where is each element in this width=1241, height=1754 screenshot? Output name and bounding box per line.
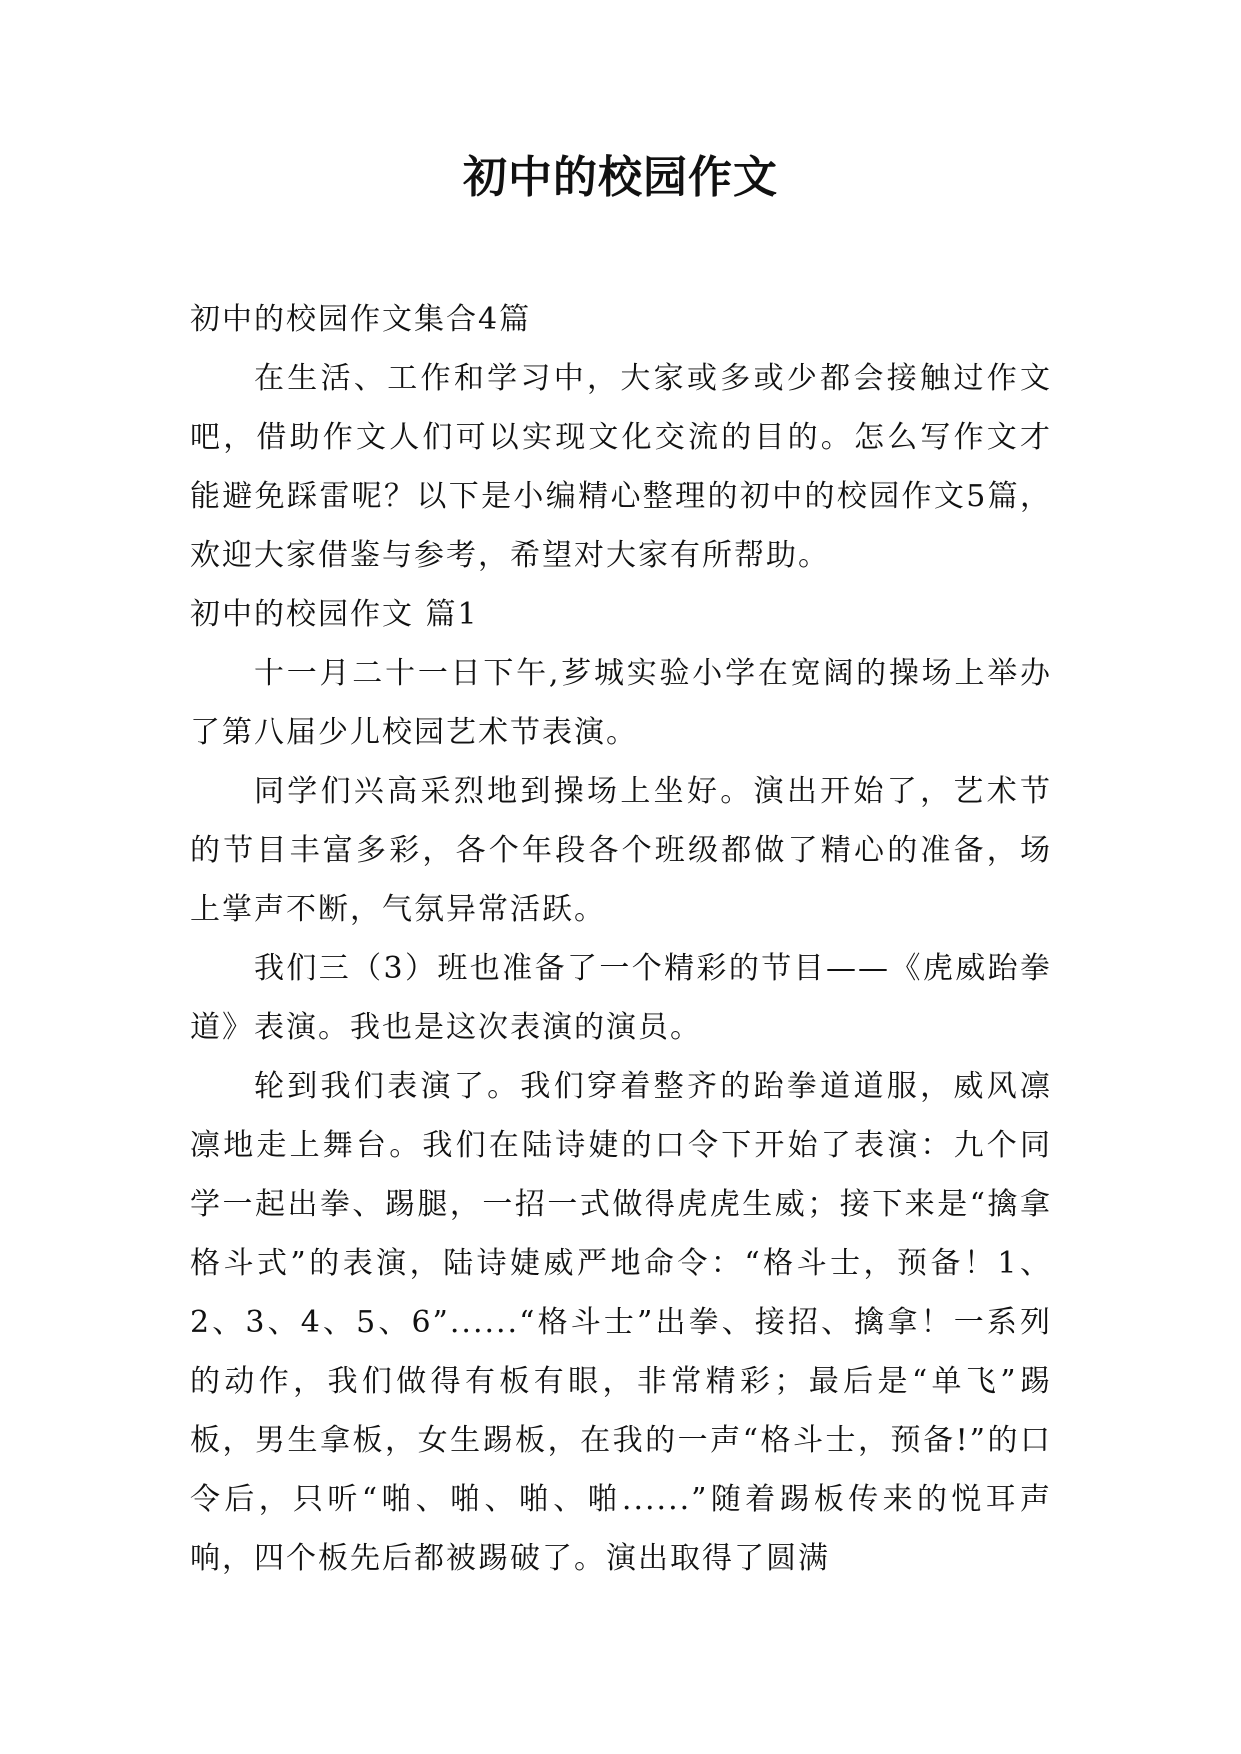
body-paragraph: 轮到我们表演了。我们穿着整齐的跆拳道道服，威风凛凛地走上舞台。我们在陆诗婕的口令下开始了表演：九个同学一起出拳、踢腿，一招一式做得虎虎生威；接下来是“擒拿格斗式”的表演，陆诗婕威严地命令：“格斗士，预备！1、2、3、4、5、6”......“格斗士”出拳、接招、擒拿！一系列的动作，我们做得有板有眼，非常精彩；最后是“单飞”踢板，男生拿板，女生踢板，在我的一声“格斗士，预备!”的口令后，只听“啪、啪、啪、啪......”随着踢板传来的悦耳声响，四个板先后都被踢破了。演出取得了圆满 — [190, 1069, 1052, 1576]
essay-heading-1: 初中的校园作文 篇1 — [190, 597, 479, 632]
body-paragraph: 我们三（3）班也准备了一个精彩的节目——《虎威跆拳道》表演。我也是这次表演的演员。 — [190, 951, 1052, 1045]
document-title: 初中的校园作文 — [463, 152, 778, 203]
body-paragraph: 十一月二十一日下午,芗城实验小学在宽阔的操场上举办了第八届少儿校园艺术节表演。 — [190, 656, 1052, 750]
body-paragraph: 同学们兴高采烈地到操场上坐好。演出开始了，艺术节的节目丰富多彩，各个年段各个班级都做了精心的准备，场上掌声不断，气氛异常活跃。 — [190, 774, 1052, 927]
intro-paragraph: 在生活、工作和学习中，大家或多或少都会接触过作文吧，借助作文人们可以实现文化交流的目的。怎么写作文才能避免踩雷呢？以下是小编精心整理的初中的校园作文5篇，欢迎大家借鉴与参考，希望对大家有所帮助。 — [190, 361, 1052, 573]
document-body — [190, 290, 1052, 1588]
collection-heading: 初中的校园作文集合4篇 — [190, 302, 532, 337]
